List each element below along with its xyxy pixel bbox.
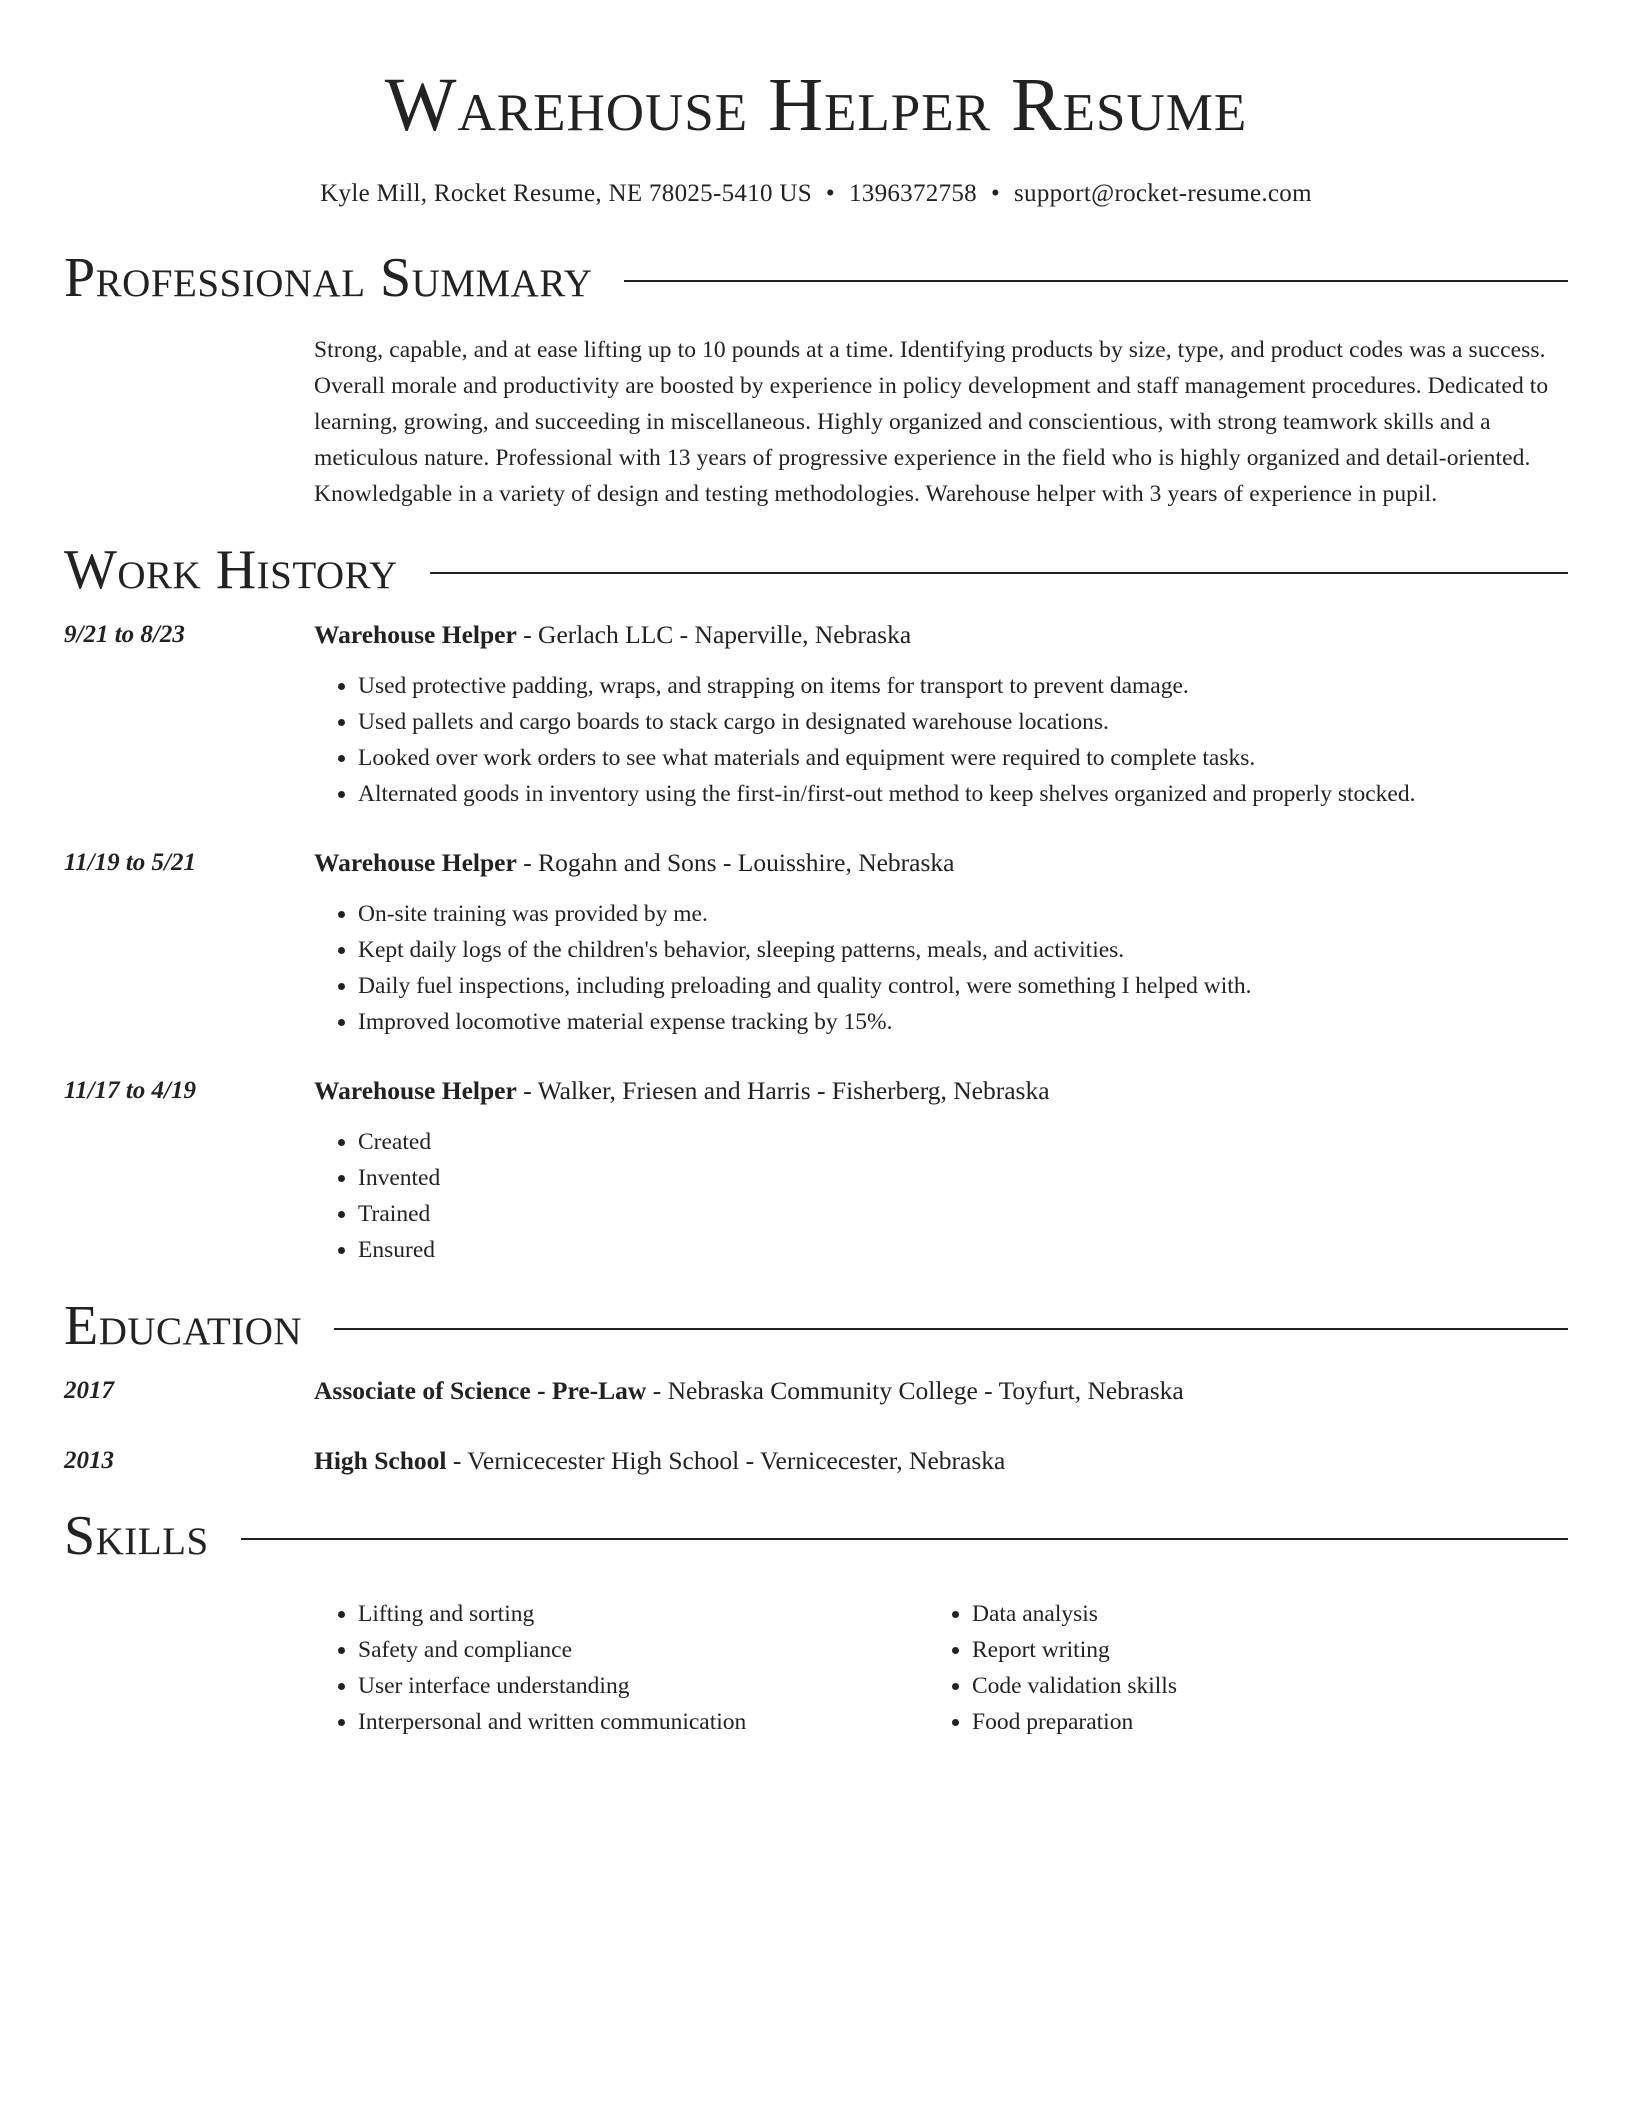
job-dates: 11/19 to 5/21 xyxy=(64,849,196,876)
list-item: • Created xyxy=(358,1124,1568,1160)
job-bullets xyxy=(314,1124,1568,1268)
list-item: • Used pallets and cargo boards to stack cargo in designated warehouse locations. xyxy=(358,704,1568,740)
education-details: - Nebraska Community College - Toyfurt, Nebraska xyxy=(646,1376,1184,1405)
section-divider xyxy=(430,572,1568,574)
summary-heading: Professional Summary xyxy=(64,247,593,309)
skill-item: • Interpersonal and written communication xyxy=(358,1704,928,1740)
summary-text: Strong, capable, and at ease lifting up to 10 pounds at a time. Identifying products by size, type, and product codes was a success. Overall morale and productivity are boosted by experience in policy development and staff management procedures. Dedicated to learning, growing, and succeeding in miscellaneous. Highly organized and conscientious, with strong teamwork skills and a meticulous nature. Professional with 13 years of progressive experience in the field who is highly organized and detail-oriented. Knowledgable in a variety of design and testing methodologies. Warehouse helper with 3 years of experience in pupil. xyxy=(314,337,1549,507)
job-bullets xyxy=(314,668,1568,812)
job-title: Warehouse Helper xyxy=(314,620,517,649)
job-entry xyxy=(64,618,1568,812)
contact-separator: • xyxy=(990,180,1001,207)
list-item: • On-site training was provided by me. xyxy=(358,896,1568,932)
list-item: • Looked over work orders to see what materials and equipment were required to complete tasks. xyxy=(358,740,1568,776)
education-entry xyxy=(64,1444,1568,1478)
skill-item: • Lifting and sorting xyxy=(358,1596,928,1632)
skill-item: • Food preparation xyxy=(972,1704,1177,1740)
list-item: • Improved locomotive material expense tracking by 15%. xyxy=(358,1004,1568,1040)
education-details: - Vernicecester High School - Vernicecester, Nebraska xyxy=(446,1446,1006,1475)
education-headline xyxy=(314,1374,1568,1408)
job-title: Warehouse Helper xyxy=(314,848,517,877)
skill-item: • User interface understanding xyxy=(358,1668,928,1704)
job-dates: 9/21 to 8/23 xyxy=(64,621,185,648)
list-item: • Ensured xyxy=(358,1232,1568,1268)
contact-phone: 1396372758 xyxy=(848,180,977,207)
education-heading: Education xyxy=(64,1295,303,1357)
summary-section-header xyxy=(64,246,1568,310)
contact-address: Kyle Mill, Rocket Resume, NE 78025-5410 US xyxy=(320,180,812,207)
skill-item: • Data analysis xyxy=(972,1596,1177,1632)
skill-item: • Code validation skills xyxy=(972,1668,1177,1704)
job-headline xyxy=(314,846,1568,880)
job-dates: 11/17 to 4/19 xyxy=(64,1077,196,1104)
skills-heading: Skills xyxy=(64,1505,209,1567)
job-entry xyxy=(64,846,1568,1040)
job-bullets xyxy=(314,896,1568,1040)
work-heading: Work History xyxy=(64,539,398,601)
contact-email: support@rocket-resume.com xyxy=(1014,180,1312,207)
list-item: • Invented xyxy=(358,1160,1568,1196)
education-headline xyxy=(314,1444,1568,1478)
contact-separator: • xyxy=(825,180,835,207)
skills-list-left xyxy=(314,1596,928,1740)
skills-section-header xyxy=(64,1504,1568,1568)
skill-item: • Safety and compliance xyxy=(358,1632,928,1668)
education-degree: High School xyxy=(314,1446,447,1475)
list-item: • Used protective padding, wraps, and strapping on items for transport to prevent damage. xyxy=(358,668,1568,704)
list-item: • Trained xyxy=(358,1196,1568,1232)
skills-columns xyxy=(314,1596,1568,1740)
job-details: - Walker, Friesen and Harris - Fisherberg, Nebraska xyxy=(516,1076,1050,1105)
education-entry xyxy=(64,1374,1568,1408)
education-section-header xyxy=(64,1294,1568,1358)
education-degree: Associate of Science - Pre-Law xyxy=(314,1376,647,1405)
section-divider xyxy=(241,1538,1568,1540)
education-year: 2017 xyxy=(64,1377,114,1404)
skill-item: • Report writing xyxy=(972,1632,1177,1668)
contact-line xyxy=(64,178,1568,210)
job-headline xyxy=(314,618,1568,652)
section-divider xyxy=(334,1328,1568,1330)
work-section-header xyxy=(64,538,1568,602)
job-headline xyxy=(314,1074,1568,1108)
section-divider xyxy=(624,280,1568,282)
resume-title: Warehouse Helper Resume xyxy=(384,63,1248,147)
job-title: Warehouse Helper xyxy=(314,1076,517,1105)
list-item: • Daily fuel inspections, including preloading and quality control, were something I helped with. xyxy=(358,968,1568,1004)
list-item: • Alternated goods in inventory using the first-in/first-out method to keep shelves organized and properly stocked. xyxy=(358,776,1568,812)
skills-list-right xyxy=(928,1596,1177,1740)
job-details: - Rogahn and Sons - Louisshire, Nebraska xyxy=(516,848,955,877)
list-item: • Kept daily logs of the children's behavior, sleeping patterns, meals, and activities. xyxy=(358,932,1568,968)
job-details: - Gerlach LLC - Naperville, Nebraska xyxy=(516,620,912,649)
education-year: 2013 xyxy=(64,1447,114,1474)
job-entry xyxy=(64,1074,1568,1268)
